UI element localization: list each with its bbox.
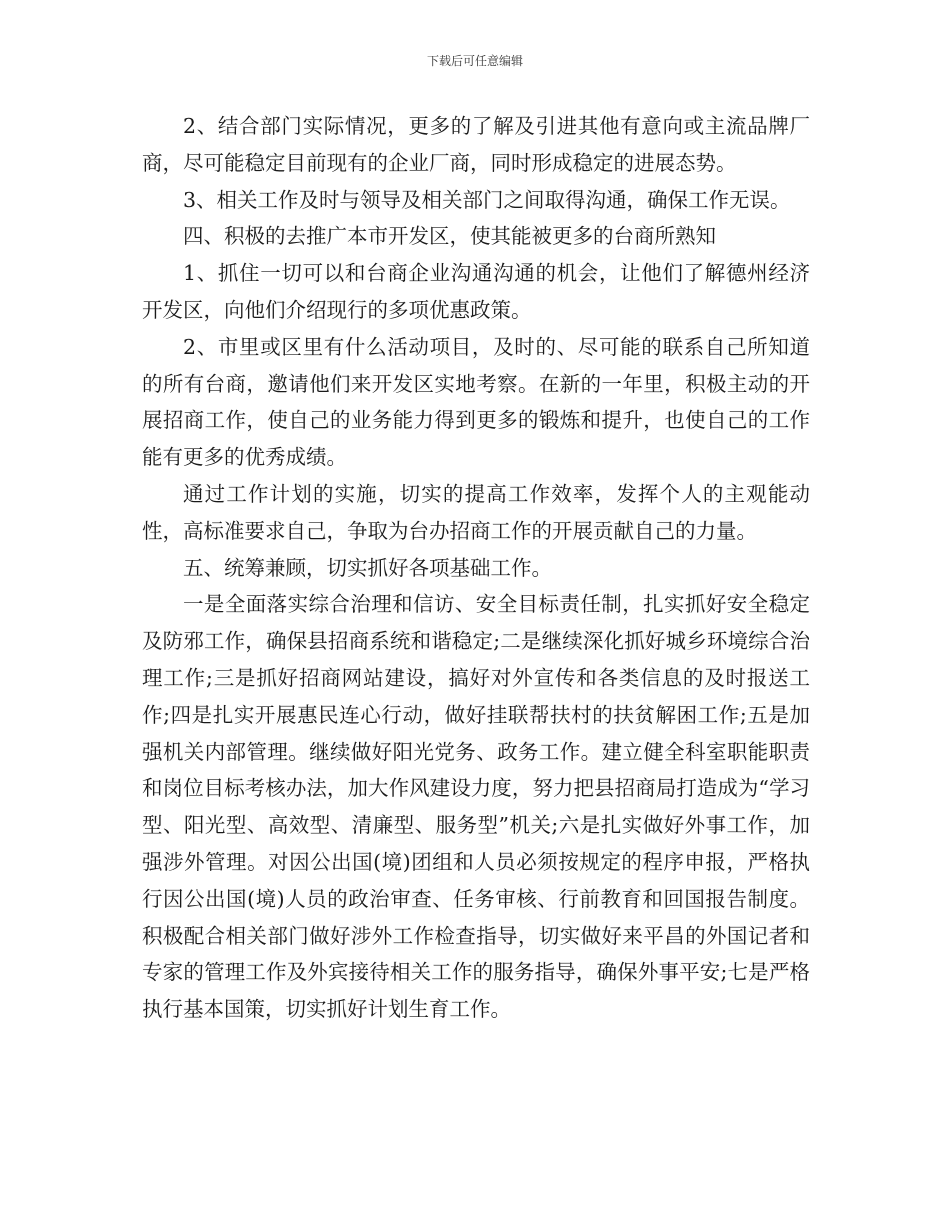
paragraph-item-1-contact: 1、抓住一切可以和台商企业沟通沟通的机会，让他们了解德州经济开发区，向他们介绍现行的多项优惠政策。: [142, 261, 810, 322]
page-header: 下载后可任意编辑: [426, 54, 523, 68]
paragraph-item-3-communication: 3、相关工作及时与领导及相关部门之间取得沟通，确保工作无误。: [183, 187, 791, 212]
paragraph-item-2-activities: 2、市里或区里有什么活动项目，及时的、尽可能的联系自己所知道的所有台商，邀请他们来开发区实地考察。在新的一年里，积极主动的开展招商工作，使自己的业务能力得到更多的锻炼和提升，也使自己的工作能有更多的优秀成绩。: [142, 334, 810, 470]
paragraph-item-2-brands: 2、结合部门实际情况，更多的了解及引进其他有意向或主流品牌厂商，尽可能稳定目前现有的企业厂商，同时形成稳定的进展态势。: [142, 114, 810, 175]
section-heading-5: 五、统筹兼顾，切实抓好各项基础工作。: [183, 555, 552, 580]
document-body: [142, 108, 810, 1028]
section-heading-4: 四、积极的去推广本市开发区，使其能被更多的台商所熟知: [183, 224, 716, 249]
paragraph-basic-work: 一是全面落实综合治理和信访、安全目标责任制，扎实抓好安全稳定及防邪工作，确保县招商系统和谐稳定;二是继续深化抓好城乡环境综合治理工作;三是抓好招商网站建设，搞好对外宣传和各类信息的及时报送工作;四是扎实开展惠民连心行动，做好挂联帮扶村的扶贫解困工作;五是加强机关内部管理。继续做好阳光党务、政务工作。建立健全科室职能职责和岗位目标考核办法，加大作风建设力度，努力把县招商局打造成为“学习型、阳光型、高效型、清廉型、服务型”机关;六是扎实做好外事工作，加强涉外管理。对因公出国(境)团组和人员必须按规定的程序申报，严格执行因公出国(境)人员的政治审查、任务审核、行前教育和回国报告制度。积极配合相关部门做好涉外工作检查指导，切实做好来平昌的外国记者和专家的管理工作及外宾接待相关工作的服务指导，确保外事平安;七是严格执行基本国策，切实抓好计划生育工作。: [142, 592, 810, 1022]
paragraph-summary: 通过工作计划的实施，切实的提高工作效率，发挥个人的主观能动性，高标准要求自己，争取为台办招商工作的开展贡献自己的力量。: [142, 481, 810, 543]
